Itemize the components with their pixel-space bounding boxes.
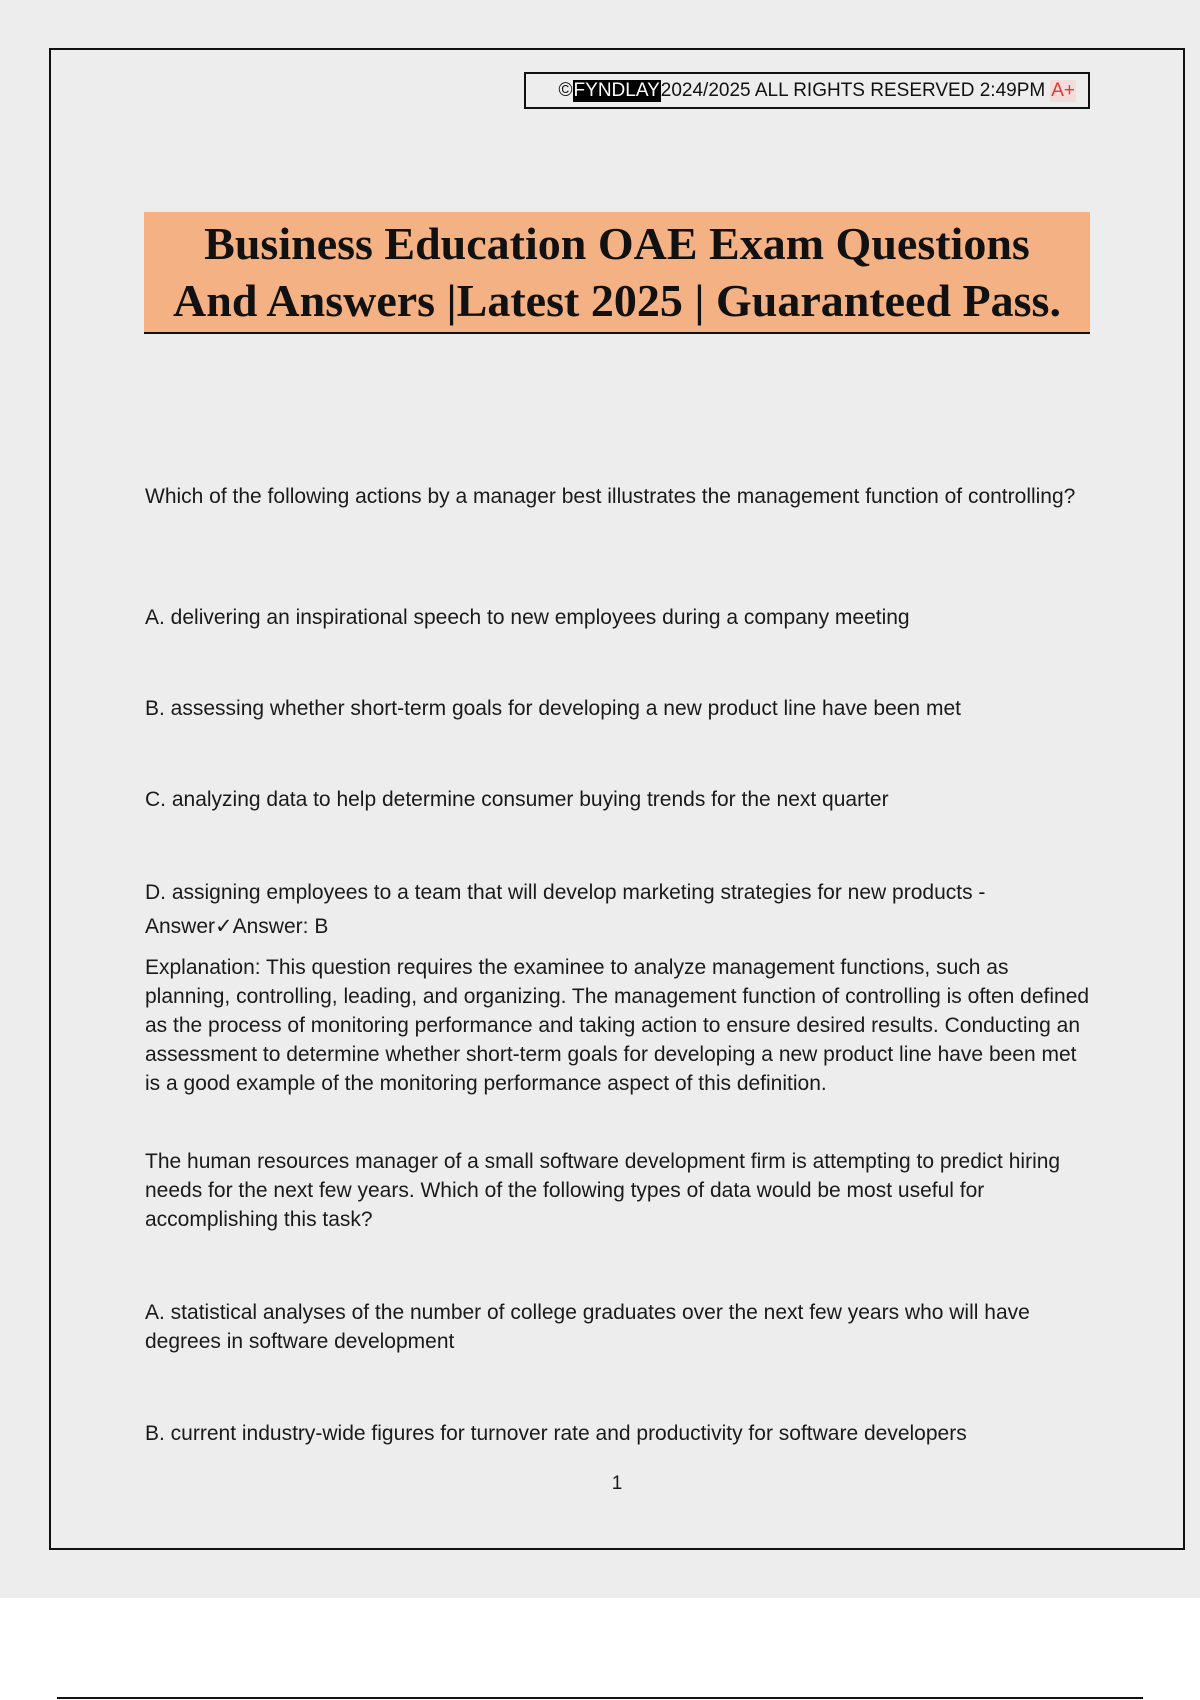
copyright-symbol: ©: [558, 79, 573, 101]
question-1-option-a: A. delivering an inspirational speech to new employees during a company meeting: [145, 606, 910, 629]
brand-name: FYNDLAY: [573, 79, 660, 101]
document-title: [173, 215, 1061, 329]
page-number: 1: [611, 1473, 623, 1494]
copyright-header: [524, 72, 1090, 109]
question-1-explanation: Explanation: This question requires the examinee to analyze management functions, such as planning, controlling, leading, and organizing. The management function of controlling is often defined as the process of monitoring performance and taking action to ensure desired results. Conducting an assessment to determine whether short-term goals for developing a new product line have been met is a good example of the monitoring performance aspect of this definition.: [145, 956, 1090, 1095]
rights-text: 2024/2025 ALL RIGHTS RESERVED 2:49PM: [660, 79, 1046, 101]
question-1-option-b: B. assessing whether short-term goals for developing a new product line have been met: [145, 697, 961, 720]
question-2-option-a: A. statistical analyses of the number of college graduates over the next few years who will have degrees in software development: [145, 1301, 1030, 1353]
title-line-1: Business Education OAE Exam Questions: [204, 218, 1030, 269]
bottom-divider: [57, 1697, 1143, 1699]
grade-badge: A+: [1051, 79, 1075, 101]
question-1-option-d-answer: D. assigning employees to a team that will develop marketing strategies for new products - Answer✓Answer: B: [145, 881, 986, 938]
title-line-2: And Answers |Latest 2025 | Guaranteed Pass.: [173, 275, 1061, 326]
question-2-option-b: B. current industry-wide figures for turnover rate and productivity for software developers: [145, 1422, 967, 1445]
question-1-stem: Which of the following actions by a manager best illustrates the management function of controlling?: [145, 485, 1076, 508]
document-title-block: [144, 212, 1090, 334]
question-2-stem: The human resources manager of a small software development firm is attempting to predict hiring needs for the next few years. Which of the following types of data would be most useful for accomplishing this task?: [145, 1150, 1061, 1231]
question-1-option-c: C. analyzing data to help determine consumer buying trends for the next quarter: [145, 788, 889, 811]
